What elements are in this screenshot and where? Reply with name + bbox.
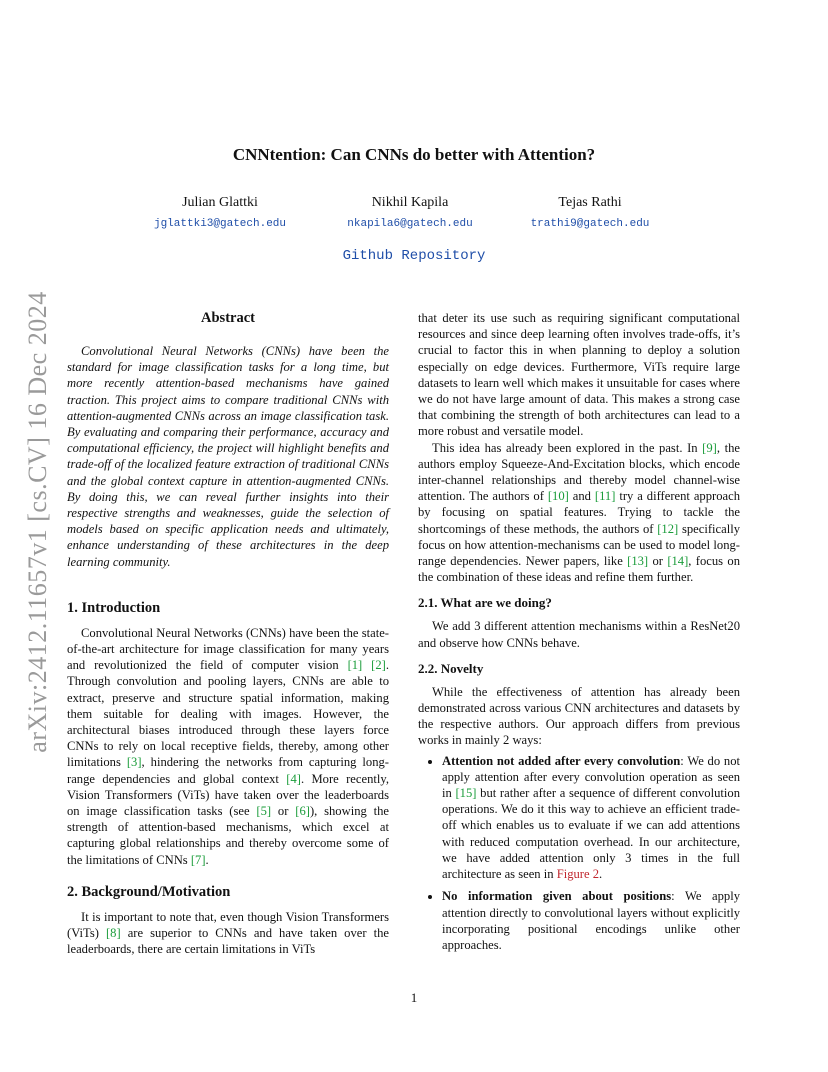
author-name: Julian Glattki bbox=[182, 195, 258, 210]
background-continued: that deter its use such as requiring significant computational resources and since deep learning often involves trade-offs, it’s crucial to factor this in when planning to deploy a solution especially on edge devices. Furthermore, ViTs require large datasets to learn well which makes it unsuitable for cases where we do not have large amount of data. This makes a strong case that combining the strength of both architectures can lead to a more robust and versatile model. bbox=[418, 311, 740, 439]
novelty-list bbox=[418, 753, 740, 953]
citation-link[interactable]: [11] bbox=[594, 489, 616, 504]
citation-link[interactable]: [10] bbox=[547, 489, 569, 504]
citation-link[interactable]: [4] bbox=[286, 771, 301, 786]
right-column bbox=[418, 310, 740, 959]
list-item: • No information given about positions: We apply attention directly to convolutional layers without explicitly incorporating positional encodings unlike other approaches. bbox=[442, 888, 740, 953]
novelty-heading: 2.2. Novelty bbox=[418, 660, 484, 676]
author-email[interactable]: trathi9@gatech.edu bbox=[530, 218, 650, 230]
abstract-heading: Abstract bbox=[201, 310, 255, 326]
abstract-text: Convolutional Neural Networks (CNNs) have been the standard for image classification tasks for a long time, but more recently attention-based mechanisms have gained traction. This project aims to compare traditional CNNs with attention-augmented CNNs across an image classification task. By evaluating and comparing their performance, accuracy and computational efficiency, the project will highlight benefits and trade-off of the localized feature extraction of traditional CNNs and the global context capture in attention-augmented CNNs. By doing this, we can reveal further insights into their respective strengths and weaknesses, guide the selection of models based on specific application needs and ultimately, enhance understanding of these architectures in the deep learning community. bbox=[67, 344, 389, 569]
background-heading: 2. Background/Motivation bbox=[67, 883, 231, 900]
list-item: • Attention not added after every convolution: We do not apply attention after every convolution operation as seen in [15] but rather after a sequence of different convolution operations. We do it this way to achieve an efficient trade-off which enables us to evaluate if we can add attentions with reduced computation overhead. In our architecture, we have added attention only 3 times in the full architecture as seen in Figure 2. bbox=[442, 753, 740, 883]
citation-link[interactable]: [2] bbox=[371, 658, 386, 673]
citation-link[interactable]: [12] bbox=[657, 521, 679, 536]
author-2 bbox=[310, 195, 510, 230]
what-heading: 2.1. What are we doing? bbox=[418, 595, 552, 611]
citation-link[interactable]: [14] bbox=[667, 554, 689, 569]
author-name: Nikhil Kapila bbox=[371, 195, 449, 210]
page-number: 1 bbox=[410, 990, 418, 1005]
what-paragraph: We add 3 different attention mechanisms within a ResNet20 and observe how CNNs behave. bbox=[418, 619, 740, 650]
background-paragraph: It is important to note that, even though Vision Transformers (ViTs) [8] are superior to CNNs and have taken over the leaderboards, there are certain limitations in ViTs bbox=[67, 909, 389, 957]
citation-link[interactable]: [15] bbox=[455, 786, 477, 801]
introduction-heading: 1. Introduction bbox=[67, 599, 161, 616]
author-name: Tejas Rathi bbox=[558, 195, 622, 210]
arxiv-id: arXiv:2412.11657v1 [cs.CV] 16 Dec 2024 bbox=[23, 291, 52, 753]
author-1 bbox=[120, 195, 320, 230]
arxiv-sidebar bbox=[18, 282, 58, 762]
introduction-paragraph: Convolutional Neural Networks (CNNs) have been the state-of-the-art architecture for image classification for many years and revolutionized the field of computer vision [1] [2]. Through convolution and pooling layers, CNNs are able to extract, preserve and structure spatial information, making them suitable for dealing with images. However, the architectural biases introduced through these layers force CNNs to rely on local receptive fields, thereby, among other limitations [3], hindering the networks from capturing long-range dependencies and global context [4]. More recently, Vision Transformers (ViTs) have taken over the leaderboards on image classification tasks (see [5] or [6]), showing the strength of attention-based mechanisms, which excel at capturing global relationships and thereby overcome some of the limitations of CNNs [7]. bbox=[67, 625, 389, 867]
figure-reference-link[interactable]: Figure 2 bbox=[556, 867, 600, 882]
left-column bbox=[67, 310, 389, 958]
paper-title: CNNtention: Can CNNs do better with Attention? bbox=[232, 145, 596, 164]
citation-link[interactable]: [6] bbox=[295, 804, 310, 819]
novelty-paragraph: While the effectiveness of attention has already been demonstrated across various CNN architectures and datasets by the respective authors. Our approach differs from previous works in mainly 2 ways: bbox=[418, 684, 740, 748]
citation-link[interactable]: [13] bbox=[627, 554, 649, 569]
github-repository-link[interactable]: Github Repository bbox=[342, 248, 486, 264]
author-email[interactable]: nkapila6@gatech.edu bbox=[347, 218, 473, 230]
citation-link[interactable]: [7] bbox=[190, 852, 206, 867]
citation-link[interactable]: [8] bbox=[105, 926, 121, 941]
citation-link[interactable]: [1] bbox=[347, 658, 363, 673]
related-work-paragraph: This idea has already been explored in the past. In [9], the authors employ Squeeze-And-Excitation blocks, which encode inter-channel relationships and thereby model channel-wise attention. The authors of [10] and [11] try a different approach by focusing on spatial features. Trying to tackle the shortcomings of these methods, the authors of [12] specifically focus on how attention-mechanisms can be used to model long-range dependencies. Newer papers, like [13] or [14], focus on the combination of these ideas and refine them further. bbox=[418, 440, 741, 585]
author-3 bbox=[490, 195, 690, 230]
citation-link[interactable]: [3] bbox=[126, 755, 142, 770]
author-email[interactable]: jglattki3@gatech.edu bbox=[153, 218, 287, 230]
citation-link[interactable]: [5] bbox=[256, 804, 272, 819]
citation-link[interactable]: [9] bbox=[702, 440, 717, 455]
